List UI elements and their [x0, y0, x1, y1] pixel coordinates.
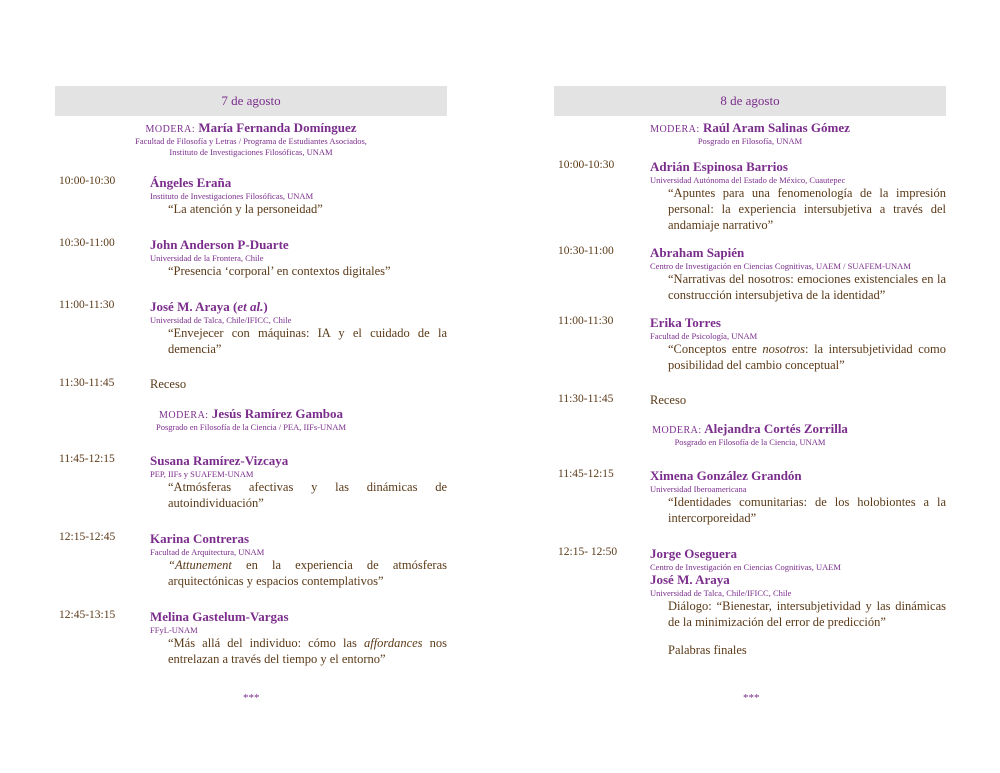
talk-title: “Presencia ‘corporal’ en contextos digitales”	[168, 264, 391, 278]
day-header: 7 de agosto	[55, 86, 447, 116]
speaker-affiliation: Centro de Investigación en Ciencias Cognitivas, UAEM / SUAFEM-UNAM	[650, 261, 911, 271]
speaker-name: John Anderson P-Duarte	[150, 237, 289, 252]
session-time: 12:45-13:15	[59, 609, 116, 621]
moderator-label: MODERA:	[652, 425, 702, 436]
day-header: 8 de agosto	[554, 86, 946, 116]
moderator-block	[55, 120, 447, 158]
session-time: 10:00-10:30	[59, 175, 116, 187]
speaker-affiliation: Universidad Iberoamericana	[650, 484, 747, 494]
moderator-name: Alejandra Cortés Zorrilla	[704, 421, 848, 436]
session-time: 11:45-12:15	[59, 453, 115, 465]
day-column-8-agosto	[554, 86, 946, 658]
session-time: 10:00-10:30	[558, 159, 615, 171]
moderator-block	[554, 120, 946, 147]
moderator-name: Jesús Ramírez Gamboa	[211, 406, 344, 421]
moderator-block	[55, 406, 447, 433]
session	[554, 245, 946, 303]
speaker-name: Jorge Oseguera	[650, 546, 738, 561]
speaker-name: Ángeles Eraña	[150, 175, 232, 190]
moderator-affiliation: Posgrado en Filosofía de la Ciencia, UNAM	[674, 437, 826, 447]
speaker-affiliation: PEP, IIFs y SUAFEM-UNAM	[150, 469, 254, 479]
speaker-name: Susana Ramírez-Vizcaya	[150, 453, 289, 468]
moderator-block	[554, 421, 946, 448]
session	[554, 159, 946, 233]
session	[554, 546, 946, 658]
session-time: 12:15- 12:50	[558, 546, 618, 558]
session	[55, 299, 447, 357]
speaker-name: Erika Torres	[650, 315, 721, 330]
moderator-affiliation: Facultad de Filosofía y Letras / Programa de Estudiantes Asociados,	[135, 136, 367, 146]
speaker-name: Adrián Espinosa Barrios	[650, 159, 788, 174]
talk-title: “Atmósferas afectivas y las dinámicas de autoindividuación”	[168, 480, 447, 510]
speaker-name: Melina Gastelum-Vargas	[150, 609, 289, 624]
talk-title: “Attunement en la experiencia de atmósferas arquitectónicas y espacios contemplativos”	[168, 558, 447, 588]
session	[55, 609, 447, 667]
speaker-name: Karina Contreras	[150, 531, 250, 546]
speaker-affiliation: Universidad Autónoma del Estado de México, Cuautepec	[650, 175, 846, 185]
speaker-name: José M. Araya (et al.)	[150, 299, 268, 314]
speaker-affiliation: Facultad de Psicología, UNAM	[650, 331, 758, 341]
speaker-affiliation: Universidad de Talca, Chile/IFICC, Chile	[150, 315, 292, 325]
moderator-affiliation: Posgrado en Filosofía, UNAM	[697, 136, 803, 146]
session-time: 11:00-11:30	[59, 299, 115, 311]
session	[554, 315, 946, 373]
section-divider-stars: ***	[243, 692, 260, 704]
moderator-name: María Fernanda Domínguez	[198, 120, 357, 135]
session-time: 11:00-11:30	[558, 315, 614, 327]
talk-title: “La atención y la personeidad”	[168, 202, 323, 216]
speaker-affiliation: FFyL-UNAM	[150, 625, 198, 635]
talk-title: “Más allá del individuo: cómo las affordances nos entrelazan a través del tiempo y el entorno”	[168, 636, 448, 666]
speaker-name: José M. Araya	[650, 572, 730, 587]
session	[554, 468, 946, 526]
closing-remarks: Palabras finales	[668, 643, 747, 657]
recess-row	[55, 377, 447, 392]
session-time: 11:30-11:45	[558, 393, 614, 405]
recess-label: Receso	[650, 393, 687, 407]
session	[55, 531, 447, 589]
speaker-affiliation: Universidad de Talca, Chile/IFICC, Chile	[650, 588, 792, 598]
moderator-label: MODERA:	[158, 410, 209, 421]
moderator-affiliation: Posgrado en Filosofía de la Ciencia / PEA, IIFs-UNAM	[155, 422, 347, 432]
day-column-7-agosto	[55, 86, 447, 667]
speaker-affiliation: Centro de Investigación en Ciencias Cognitivas, UAEM	[650, 562, 841, 572]
moderator-label: MODERA:	[145, 124, 196, 135]
speaker-affiliation: Facultad de Arquitectura, UNAM	[150, 547, 265, 557]
session-time: 10:30-11:00	[59, 237, 115, 249]
recess-row	[554, 393, 946, 408]
speaker-name: Ximena González Grandón	[650, 468, 802, 483]
talk-title: “Conceptos entre nosotros: la intersubjetividad como posibilidad del cambio conceptual”	[668, 342, 946, 372]
session	[55, 237, 447, 279]
speaker-name: Abraham Sapién	[650, 245, 745, 260]
talk-title: Diálogo: “Bienestar, intersubjetividad y las dinámicas de la minimización del error de predicción”	[668, 599, 946, 629]
talk-title: “Identidades comunitarias: de los holobiontes a la intercorporeidad”	[668, 495, 946, 525]
talk-title: “Narrativas del nosotros: emociones existenciales en la construcción intersubjetiva de la identidad”	[668, 272, 946, 302]
recess-label: Receso	[150, 377, 187, 391]
moderator-name: Raúl Aram Salinas Gómez	[702, 120, 850, 135]
speaker-affiliation: Instituto de Investigaciones Filosóficas, UNAM	[150, 191, 314, 201]
talk-title: “Envejecer con máquinas: IA y el cuidado de la demencia”	[168, 326, 447, 356]
session-time: 10:30-11:00	[558, 245, 614, 257]
session-time: 11:45-12:15	[558, 468, 614, 480]
moderator-label: MODERA:	[650, 124, 700, 135]
section-divider-stars: ***	[743, 692, 760, 704]
speaker-affiliation: Universidad de la Frontera, Chile	[150, 253, 264, 263]
talk-title: “Apuntes para una fenomenología de la impresión personal: la experiencia intersubjetiva a través del andamiaje narrativo”	[668, 186, 946, 232]
moderator-affiliation: Instituto de Investigaciones Filosóficas, UNAM	[169, 147, 333, 157]
session	[55, 453, 447, 511]
session-time: 12:15-12:45	[59, 531, 116, 543]
session	[55, 175, 447, 217]
session-time: 11:30-11:45	[59, 377, 115, 389]
